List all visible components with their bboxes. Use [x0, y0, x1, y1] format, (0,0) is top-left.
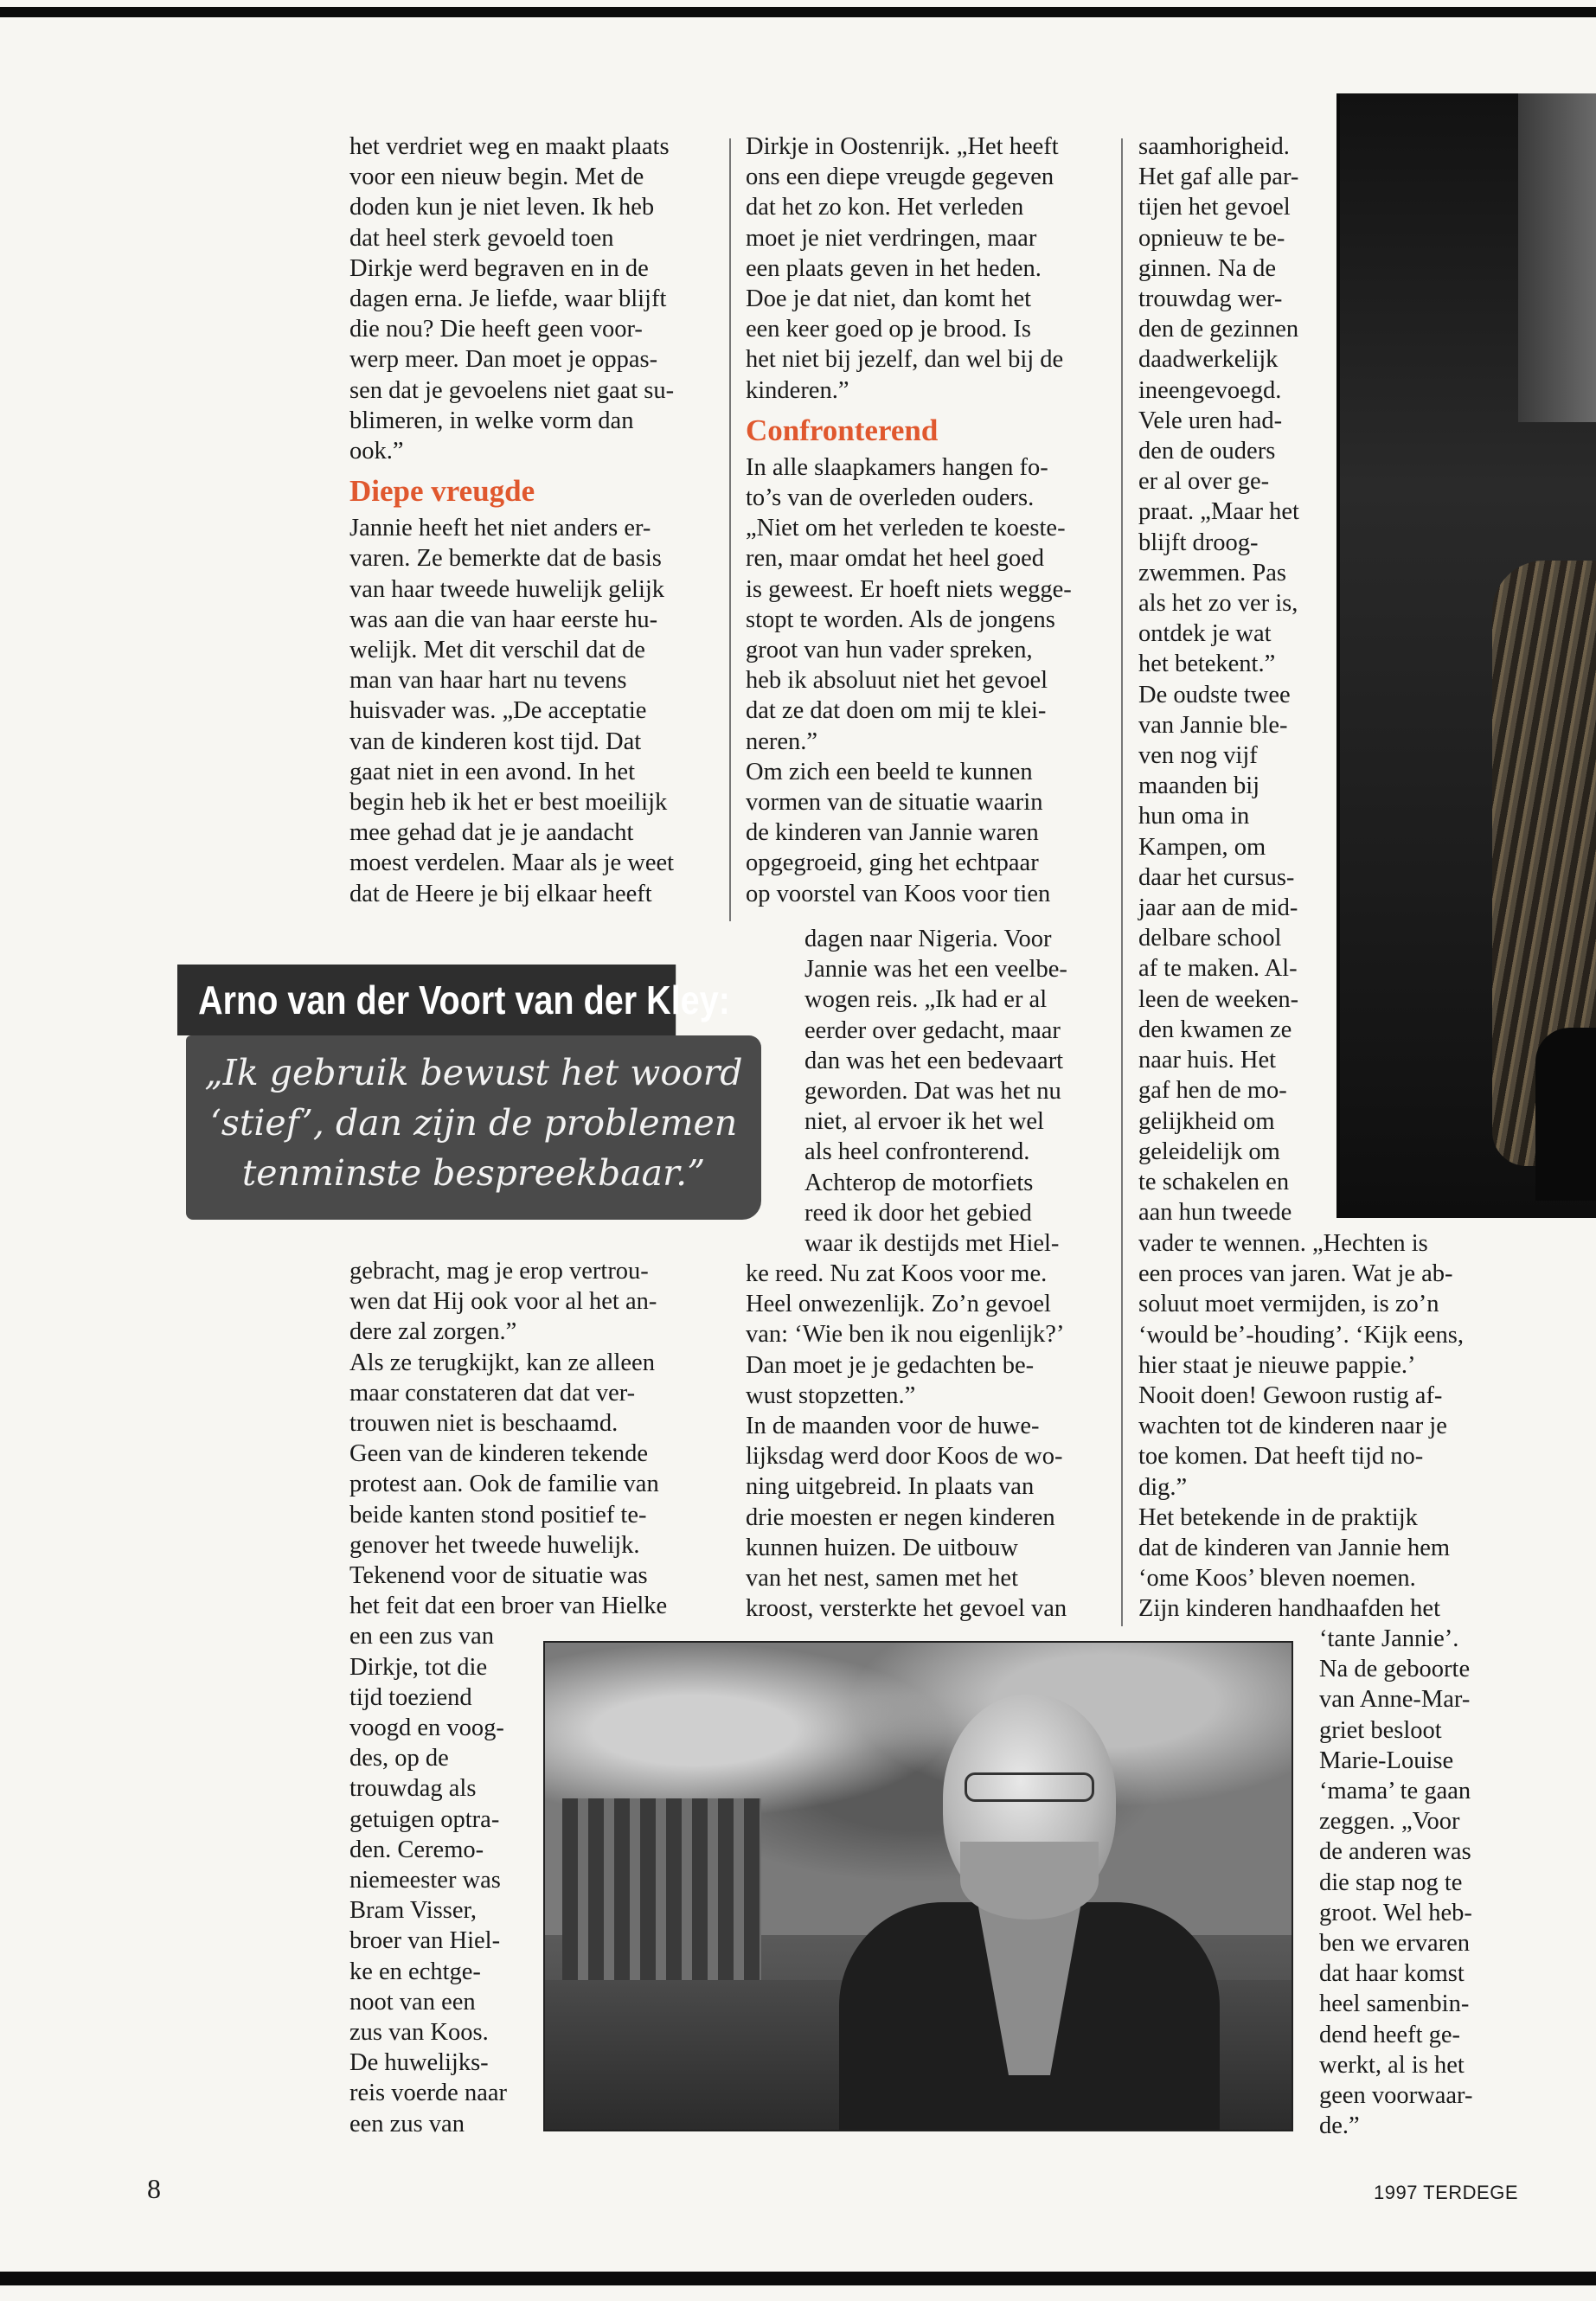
text-line: dend heeft ge-: [1319, 2021, 1460, 2048]
text-line: heel samenbin-: [1319, 1990, 1470, 2018]
text-line: niemeester was: [349, 1867, 501, 1894]
text-line: doden kun je niet leven. Ik heb: [349, 194, 655, 221]
text-line: Achterop de motorfiets: [804, 1169, 1034, 1196]
text-line: protest aan. Ook de familie van: [349, 1471, 659, 1498]
text-line: groot van hun vader spreken,: [746, 637, 1033, 664]
text-line: De oudste twee: [1138, 681, 1291, 708]
text-line: ons een diepe vreugde gegeven: [746, 163, 1054, 191]
text-line: van de kinderen kost tijd. Dat: [349, 727, 642, 755]
photo-edge: [1336, 93, 1340, 1218]
column-3-beside-photo: [1319, 1624, 1518, 2141]
text-line: Doe je dat niet, dan komt het: [746, 285, 1032, 313]
quote-line: „Ik gebruik bewust het woord: [204, 1052, 743, 1093]
text-line: ren, maar omdat het heel goed: [746, 545, 1045, 573]
text-line: dat de Heere je bij elkaar heeft: [349, 880, 652, 907]
text-line: „Niet om het verleden te koeste-: [746, 515, 1066, 542]
text-line: niet, al ervoer ik het wel: [804, 1108, 1044, 1136]
photo-glasses: [965, 1772, 1094, 1802]
text-line: ke reed. Nu zat Koos voor me.: [746, 1260, 1048, 1287]
text-line: delbare school: [1138, 925, 1282, 952]
text-line: Jannie heeft het niet anders er-: [349, 515, 651, 542]
text-line: ‘mama’ te gaan: [1319, 1778, 1471, 1805]
text-line: dat het zo kon. Het verleden: [746, 194, 1024, 221]
column-1-upper: [349, 131, 721, 909]
text-line: neren.”: [746, 727, 818, 755]
column-2-upper: [746, 131, 1118, 909]
column-3-wide: [1138, 1228, 1545, 1625]
text-line: broer van Hiel-: [349, 1927, 501, 1955]
text-line: de kinderen van Jannie waren: [746, 819, 1039, 847]
text-line: van haar tweede huwelijk gelijk: [349, 575, 665, 603]
text-line: zus van Koos.: [349, 2019, 489, 2047]
text-line: Bram Visser,: [349, 1897, 478, 1925]
text-line: des, op de: [349, 1745, 449, 1772]
paragraph: [1138, 131, 1337, 1227]
text-line: moet je niet verdringen, maar: [746, 224, 1037, 252]
text-line: heb ik absoluut niet het gevoel: [746, 667, 1048, 695]
paragraph: [804, 924, 1116, 1259]
text-line: Nooit doen! Gewoon rustig af-: [1138, 1382, 1443, 1410]
quote-attribution: Arno van der Voort van der Kley:: [177, 965, 676, 1035]
text-line: moest verdelen. Maar als je weet: [349, 849, 675, 877]
text-line: kroost, versterkte het gevoel van: [746, 1595, 1067, 1623]
text-line: to’s van de overleden ouders.: [746, 484, 1035, 512]
text-line: In de maanden voor de huwe-: [746, 1413, 1040, 1440]
text-line: dat ze dat doen om mij te klei-: [746, 697, 1047, 725]
photo-background: [1518, 93, 1596, 422]
text-line: den. Ceremo-: [349, 1836, 484, 1863]
text-line: dig.”: [1138, 1473, 1188, 1501]
text-line: werkt, al is het: [1319, 2051, 1465, 2079]
text-line: Het betekende in de praktijk: [1138, 1503, 1418, 1531]
text-line: als heel confronterend.: [804, 1138, 1030, 1166]
text-line: trouwdag als: [349, 1775, 477, 1803]
text-line: kunnen huizen. De uitbouw: [746, 1534, 1019, 1561]
text-line: het niet bij jezelf, dan wel bij de: [746, 346, 1064, 374]
text-line: een zus van: [349, 2110, 465, 2138]
paragraph: [746, 131, 1118, 406]
text-line: ontdek je wat: [1138, 620, 1272, 648]
text-line: jaar aan de mid-: [1138, 894, 1298, 922]
text-line: wust stopzetten.”: [746, 1381, 916, 1409]
text-line: eerder over gedacht, maar: [804, 1016, 1061, 1044]
text-line: af te maken. Al-: [1138, 955, 1298, 983]
column-separator: [1121, 138, 1123, 1626]
text-line: geen voorwaar-: [1319, 2082, 1473, 2110]
text-line: de anderen was: [1319, 1838, 1471, 1866]
text-line: en een zus van: [349, 1623, 494, 1650]
text-line: Vele uren had-: [1138, 407, 1283, 434]
text-line: gelijkheid om: [1138, 1107, 1275, 1135]
text-line: In alle slaapkamers hangen fo-: [746, 453, 1048, 481]
text-line: groot. Wel heb-: [1319, 1899, 1472, 1926]
text-line: welijk. Met dit verschil dat de: [349, 637, 645, 664]
text-line: daar het cursus-: [1138, 863, 1295, 891]
text-line: er al over ge-: [1138, 468, 1270, 496]
text-line: is geweest. Er hoeft niets wegge-: [746, 575, 1072, 603]
text-line: den de gezinnen: [1138, 316, 1299, 343]
text-line: varen. Ze bemerkte dat de basis: [349, 545, 662, 573]
text-line: Na de geboorte: [1319, 1656, 1471, 1683]
bottom-border: [0, 2272, 1596, 2285]
text-line: geworden. Dat was het nu: [804, 1078, 1061, 1106]
photo-shirt: [1535, 1028, 1596, 1201]
text-line: het verdriet weg en maakt plaats: [349, 133, 670, 160]
text-line: den kwamen ze: [1138, 1016, 1292, 1043]
text-line: als het zo ver is,: [1138, 590, 1298, 618]
text-line: Heel onwezenlijk. Zo’n gevoel: [746, 1291, 1051, 1318]
text-line: ‘ome Koos’ bleven noemen.: [1138, 1565, 1416, 1593]
text-line: ven nog vijf: [1138, 742, 1258, 770]
paragraph: [746, 1259, 1118, 1624]
text-line: Jannie was het een veelbe-: [804, 956, 1067, 984]
text-line: een plaats geven in het heden.: [746, 254, 1042, 282]
portrait-photo-right: [1336, 93, 1596, 1218]
text-line: een keer goed op je brood. Is: [746, 316, 1032, 343]
text-line: begin heb ik het er best moeilijk: [349, 789, 668, 817]
quote-line: tenminste bespreekbaar.”: [241, 1152, 706, 1194]
text-line: gebracht, mag je erop vertrou-: [349, 1258, 649, 1285]
text-line: Dirkje werd begraven en in de: [349, 254, 649, 282]
text-line: trouwen niet is beschaamd.: [349, 1410, 619, 1438]
text-line: drie moesten er negen kinderen: [746, 1503, 1055, 1531]
text-line: waar ik destijds met Hiel-: [804, 1230, 1060, 1258]
text-line: van: ‘Wie ben ik nou eigenlijk?’: [746, 1321, 1065, 1349]
text-line: hun oma in: [1138, 803, 1250, 830]
text-line: die stap nog te: [1319, 1868, 1463, 1896]
text-line: blijft droog-: [1138, 529, 1259, 556]
text-line: gaat niet in een avond. In het: [349, 758, 636, 785]
column-3-narrow: [1138, 131, 1337, 1227]
text-line: dagen naar Nigeria. Voor: [804, 926, 1052, 952]
text-line: tijd toeziend: [349, 1683, 472, 1711]
paragraph: [1319, 1624, 1518, 2141]
pull-quote: [177, 965, 757, 1220]
text-line: wen dat Hij ook voor al het an-: [349, 1288, 657, 1316]
text-line: trouwdag wer-: [1138, 285, 1283, 313]
text-line: vader te wennen. „Hechten is: [1138, 1230, 1428, 1257]
text-line: toe komen. Dat heeft tijd no-: [1138, 1443, 1424, 1471]
page-number: 8: [147, 2173, 161, 2204]
text-line: maanden bij: [1138, 772, 1260, 800]
subheading-diepe-vreugde: Diepe vreugde: [349, 474, 535, 509]
text-line: zwemmen. Pas: [1138, 559, 1286, 586]
text-line: blimeren, in welke vorm dan: [349, 407, 634, 434]
quote-text: [186, 1035, 761, 1220]
text-line: tijen het gevoel: [1138, 194, 1291, 221]
text-line: het betekent.”: [1138, 651, 1276, 678]
text-line: opgegroeid, ging het echtpaar: [746, 849, 1039, 877]
text-line: noot van een: [349, 1988, 476, 2016]
text-line: een proces van jaren. Wat je ab-: [1138, 1260, 1453, 1288]
text-line: reis voerde naar: [349, 2080, 507, 2107]
text-line: te schakelen en: [1138, 1168, 1290, 1195]
top-border: [0, 7, 1596, 17]
text-line: stopt te worden. Als de jongens: [746, 606, 1055, 633]
text-line: griet besloot: [1319, 1716, 1442, 1744]
text-line: ning uitgebreid. In plaats van: [746, 1473, 1035, 1501]
photo-building: [562, 1798, 761, 2006]
text-line: naar huis. Het: [1138, 1047, 1277, 1074]
text-line: ‘tante Jannie’.: [1319, 1625, 1459, 1652]
text-line: dere zal zorgen.”: [349, 1318, 517, 1346]
text-line: van Jannie ble-: [1138, 711, 1288, 739]
paragraph: [349, 513, 721, 909]
text-line: was aan die van haar eerste hu-: [349, 606, 658, 633]
text-line: huisvader was. „De acceptatie: [349, 697, 647, 725]
text-line: de.”: [1319, 2112, 1360, 2140]
text-line: ook.”: [349, 438, 404, 465]
text-line: voor een nieuw begin. Met de: [349, 163, 644, 191]
text-line: Zijn kinderen handhaafden het: [1138, 1595, 1440, 1623]
text-line: ‘would be’-houding’. ‘Kijk eens,: [1138, 1321, 1464, 1349]
text-line: sen dat je gevoelens niet gaat su-: [349, 376, 675, 404]
text-line: ke en echtge-: [349, 1958, 481, 1985]
magazine-footer: 1997 TERDEGE: [1374, 2182, 1519, 2203]
text-line: mee gehad dat je je aandacht: [349, 819, 634, 847]
text-line: geleidelijk om: [1138, 1138, 1280, 1165]
text-line: ineengevoegd.: [1138, 376, 1282, 404]
text-line: maar constateren dat dat ver-: [349, 1379, 636, 1407]
text-line: lijksdag werd door Koos de wo-: [746, 1443, 1063, 1471]
photo-beard: [960, 1842, 1099, 1920]
text-line: Als ze terugkijkt, kan ze alleen: [349, 1349, 655, 1376]
text-line: reed ik door het gebied: [804, 1199, 1032, 1227]
column-separator: [729, 138, 731, 921]
text-line: van Anne-Mar-: [1319, 1686, 1471, 1714]
text-line: voogd en voog-: [349, 1715, 504, 1742]
subheading-confronterend: Confronterend: [746, 413, 939, 447]
text-line: kinderen.”: [746, 376, 849, 404]
text-line: gaf hen de mo-: [1138, 1077, 1287, 1105]
text-line: soluut moet vermijden, is zo’n: [1138, 1291, 1439, 1318]
text-line: het feit dat een broer van Hielke: [349, 1593, 668, 1620]
text-line: zeggen. „Voor: [1319, 1808, 1460, 1836]
text-line: man van haar hart nu tevens: [349, 667, 627, 695]
text-line: dat haar komst: [1319, 1960, 1465, 1988]
text-line: ginnen. Na de: [1138, 254, 1277, 282]
text-line: ben we ervaren: [1319, 1930, 1471, 1958]
text-line: werp meer. Dan moet je oppas-: [349, 346, 658, 374]
text-line: dat heel sterk gevoeld toen: [349, 224, 614, 252]
paragraph: [746, 452, 1118, 909]
text-line: aan hun tweede: [1138, 1199, 1292, 1227]
text-line: opnieuw te be-: [1138, 224, 1285, 252]
text-line: Om zich een beeld te kunnen: [746, 758, 1033, 785]
text-line: wogen reis. „Ik had er al: [804, 986, 1048, 1014]
paragraph: [349, 131, 721, 466]
text-line: beide kanten stond positief te-: [349, 1501, 647, 1529]
text-line: die nou? Die heeft geen voor-: [349, 316, 643, 343]
text-line: leen de weeken-: [1138, 985, 1299, 1013]
text-line: van het nest, samen met het: [746, 1565, 1018, 1593]
text-line: Het gaf alle par-: [1138, 163, 1299, 191]
text-line: Dirkje, tot die: [349, 1653, 488, 1681]
text-line: dagen erna. Je liefde, waar blijft: [349, 285, 667, 313]
text-line: Dirkje in Oostenrijk. „Het heeft: [746, 133, 1059, 160]
text-line: daadwerkelijk: [1138, 346, 1279, 374]
paragraph: [1138, 1228, 1545, 1625]
text-line: Kampen, om: [1138, 833, 1266, 861]
text-line: wachten tot de kinderen naar je: [1138, 1413, 1447, 1440]
quote-line: ‘stief’, dan zijn de problemen: [209, 1102, 738, 1144]
text-line: praat. „Maar het: [1138, 498, 1299, 526]
text-line: op voorstel van Koos voor tien: [746, 880, 1051, 907]
text-line: dan was het een bedevaart: [804, 1047, 1064, 1074]
text-line: vormen van de situatie waarin: [746, 789, 1043, 817]
text-line: saamhorigheid.: [1138, 133, 1290, 160]
text-line: genover het tweede huwelijk.: [349, 1531, 640, 1559]
paragraph: [349, 1256, 721, 1621]
portrait-photo-man: [543, 1641, 1293, 2131]
text-line: De huwelijks-: [349, 2049, 489, 2077]
text-line: Tekenend voor de situatie was: [349, 1562, 648, 1590]
text-line: getuigen optra-: [349, 1805, 500, 1833]
text-line: Geen van de kinderen tekende: [349, 1440, 649, 1468]
text-line: hier staat je nieuwe pappie.’: [1138, 1351, 1416, 1379]
text-line: dat de kinderen van Jannie hem: [1138, 1535, 1451, 1562]
column-2-lower: [746, 1259, 1118, 1624]
text-line: Dan moet je je gedachten be-: [746, 1351, 1035, 1379]
text-line: den de ouders: [1138, 438, 1276, 465]
column-2-indented: [804, 924, 1116, 1259]
text-line: Marie-Louise: [1319, 1747, 1454, 1774]
